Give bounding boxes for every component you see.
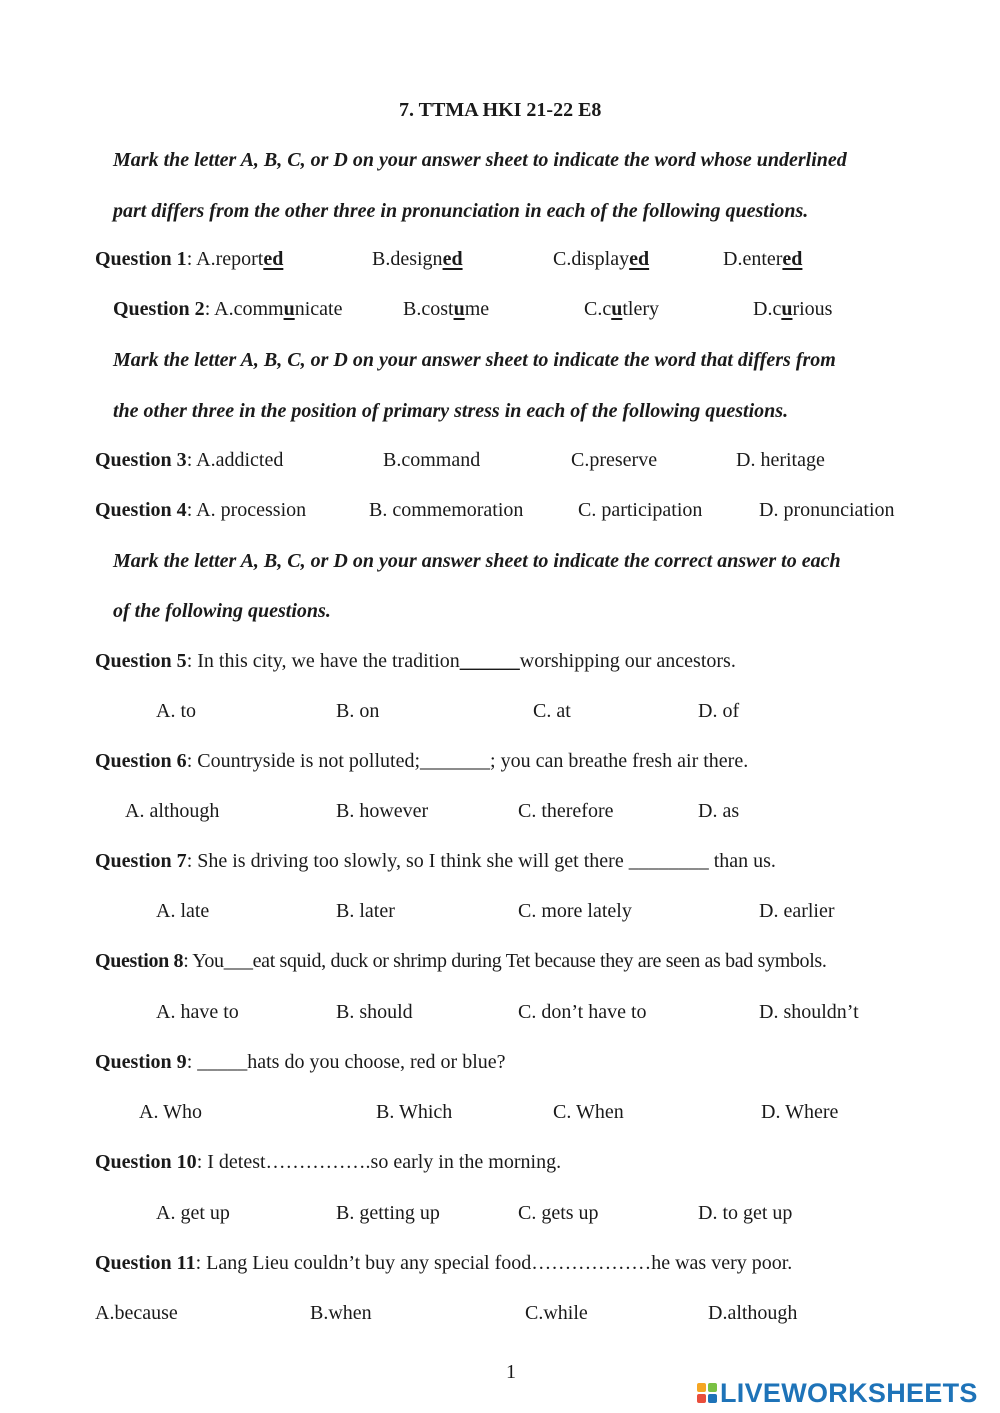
q9-option-b: B. Which <box>376 1101 453 1123</box>
question-11 <box>95 1253 792 1273</box>
q6-option-d: D. as <box>698 800 740 822</box>
q3-option-d: D. heritage <box>736 449 825 471</box>
q9-option-a: A. Who <box>139 1101 202 1123</box>
question-text: : In this city, we have the tradition <box>186 650 460 672</box>
logo-grid-icon <box>697 1383 717 1403</box>
q10-option-c: C. gets up <box>518 1202 599 1224</box>
question-text: : _____hats do you choose, red or blue? <box>186 1051 506 1073</box>
question-text: : Countryside is not polluted;_______; you can breathe fresh air there. <box>186 750 749 772</box>
q10-option-a: A. get up <box>156 1202 230 1224</box>
question-text: : She is driving too slowly, so I think she will get there ________ than us. <box>186 850 776 872</box>
option-a: A. procession <box>196 499 307 521</box>
q8-option-d: D. shouldn’t <box>759 1001 859 1023</box>
q11-option-b: B.when <box>310 1302 372 1324</box>
q7-option-c: C. more lately <box>518 900 632 922</box>
option-a: A.communicate <box>214 298 343 320</box>
q8-option-a: A. have to <box>156 1001 239 1023</box>
q2-option-c: C.cutlery <box>584 298 659 320</box>
q6-option-c: C. therefore <box>518 800 614 822</box>
question-label: Question 9 <box>95 1051 187 1073</box>
logo-text: LIVEWORKSHEETS <box>720 1377 978 1408</box>
instruction-stress-line-1: Mark the letter A, B, C, or D on your answer sheet to indicate the word that differs from <box>113 349 836 371</box>
q1-option-b: B.designed <box>372 248 463 270</box>
q4-option-d: D. pronunciation <box>759 499 895 521</box>
q7-option-b: B. later <box>336 900 395 922</box>
question-label: Question 5 <box>95 650 187 672</box>
question-label: Question 10 <box>95 1151 197 1173</box>
question-3: Question 3: A.addicted <box>95 449 284 471</box>
question-1 <box>95 249 283 269</box>
option-a: A.reported <box>196 248 284 270</box>
q10-option-b: B. getting up <box>336 1202 440 1224</box>
question-text: : Lang Lieu couldn’t buy any special food………………he was very poor. <box>195 1252 793 1274</box>
q10-option-d: D. to get up <box>698 1202 793 1224</box>
question-label: Question 11 <box>95 1252 196 1274</box>
question-label: Question 8 <box>95 950 184 972</box>
liveworksheets-logo[interactable] <box>697 1378 978 1408</box>
question-text: : I detest…………….so early in the morning. <box>196 1151 562 1173</box>
question-6 <box>95 751 748 771</box>
q2-option-b: B.costume <box>403 298 490 320</box>
q3-option-c: C.preserve <box>571 449 658 471</box>
question-7 <box>95 851 776 871</box>
q1-option-d: D.entered <box>723 248 803 270</box>
q4-option-c: C. participation <box>578 499 703 521</box>
q5-option-c: C. at <box>533 700 571 722</box>
q5-option-b: B. on <box>336 700 380 722</box>
q6-option-a: A. although <box>125 800 220 822</box>
q1-option-c: C.displayed <box>553 248 650 270</box>
instruction-pronunciation-line-1: Mark the letter A, B, C, or D on your answer sheet to indicate the word whose underlined <box>113 149 847 171</box>
question-8 <box>95 951 827 971</box>
question-separator: : <box>186 248 197 270</box>
q7-option-d: D. earlier <box>759 900 835 922</box>
q5-option-a: A. to <box>156 700 196 722</box>
question-10 <box>95 1152 561 1172</box>
instruction-pronunciation-line-2: part differs from the other three in pronunciation in each of the following questions. <box>113 200 809 222</box>
question-9 <box>95 1052 506 1072</box>
q8-option-c: C. don’t have to <box>518 1001 647 1023</box>
q5-option-d: D. of <box>698 700 740 722</box>
q4-option-b: B. commemoration <box>369 499 524 521</box>
q2-option-d: D.curious <box>753 298 833 320</box>
instruction-stress-line-2: the other three in the position of primary stress in each of the following questions. <box>113 400 789 422</box>
q7-option-a: A. late <box>156 900 210 922</box>
document-title: 7. TTMA HKI 21-22 E8 <box>399 99 602 121</box>
question-separator: : <box>204 298 215 320</box>
q6-option-b: B. however <box>336 800 429 822</box>
question-label: Question 4 <box>95 499 187 521</box>
q11-option-d: D.although <box>708 1302 798 1324</box>
question-label: Question 6 <box>95 750 187 772</box>
q11-option-c: C.while <box>525 1302 588 1324</box>
question-label: Question 3 <box>95 449 187 471</box>
question-label: Question 2 <box>113 298 205 320</box>
page-number: 1 <box>506 1361 516 1383</box>
question-label: Question 7 <box>95 850 187 872</box>
option-a: A.addicted <box>196 449 284 471</box>
instruction-correct-line-2: of the following questions. <box>113 600 331 622</box>
q3-option-b: B.command <box>383 449 481 471</box>
answer-blank: ______ <box>459 650 520 672</box>
question-label: Question 1 <box>95 248 187 270</box>
q9-option-d: D. Where <box>761 1101 839 1123</box>
q11-option-a: A.because <box>95 1302 178 1324</box>
question-2 <box>113 299 342 319</box>
q9-option-c: C. When <box>553 1101 624 1123</box>
question-5 <box>95 651 736 671</box>
instruction-correct-line-1: Mark the letter A, B, C, or D on your answer sheet to indicate the correct answer to each <box>113 550 841 572</box>
question-4: Question 4: A. procession <box>95 499 307 521</box>
q8-option-b: B. should <box>336 1001 413 1023</box>
question-text-end: worshipping our ancestors. <box>519 650 736 672</box>
question-text: : You___eat squid, duck or shrimp during Tet because they are seen as bad symbols. <box>183 950 827 972</box>
